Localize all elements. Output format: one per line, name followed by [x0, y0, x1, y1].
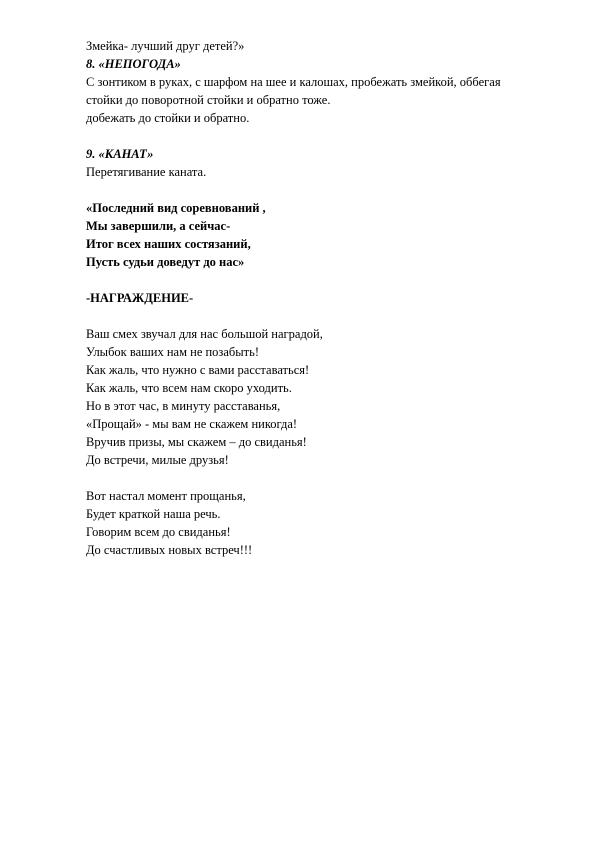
award-heading: -НАГРАЖДЕНИЕ-	[86, 291, 194, 305]
section-9-heading: 9. «КАНАТ»	[86, 147, 154, 161]
verse-2-line: Говорим всем до свиданья!	[86, 525, 231, 539]
verse-1-line: Как жаль, что нужно с вами расставаться!	[86, 363, 310, 377]
spacer	[86, 271, 556, 289]
spacer	[86, 127, 556, 145]
section-8-heading: 8. «НЕПОГОДА»	[86, 57, 181, 71]
section-8-line: стойки до поворотной стойки и обратно тоже.	[86, 93, 331, 107]
verse-1-line: Как жаль, что всем нам скоро уходить.	[86, 381, 292, 395]
verse-2-line: До счастливых новых встреч!!!	[86, 543, 253, 557]
intro-line: Змейка- лучший друг детей?»	[86, 39, 245, 53]
verse-1-line: Ваш смех звучал для нас большой наградой,	[86, 327, 323, 341]
section-8-line: С зонтиком в руках, с шарфом на шее и калошах, пробежать змейкой, оббегая	[86, 75, 501, 89]
spacer	[86, 307, 556, 325]
verse-1-line: Но в этот час, в минуту расставанья,	[86, 399, 281, 413]
spacer	[86, 181, 556, 199]
document-body	[86, 37, 556, 559]
verse-1-line: «Прощай» - мы вам не скажем никогда!	[86, 417, 298, 431]
verse-1-line: Улыбок ваших нам не позабыть!	[86, 345, 260, 359]
verse-bold-line: Пусть судьи доведут до нас»	[86, 255, 245, 269]
verse-1-line: До встречи, милые друзья!	[86, 453, 229, 467]
verse-2-line: Вот настал момент прощанья,	[86, 489, 246, 503]
verse-bold-line: «Последний вид соревнований ,	[86, 201, 266, 215]
verse-2-line: Будет краткой наша речь.	[86, 507, 221, 521]
section-8-line: добежать до стойки и обратно.	[86, 111, 250, 125]
spacer	[86, 469, 556, 487]
verse-bold-line: Итог всех наших состязаний,	[86, 237, 251, 251]
verse-bold-line: Мы завершили, а сейчас-	[86, 219, 231, 233]
section-9-line: Перетягивание каната.	[86, 165, 207, 179]
verse-1-line: Вручив призы, мы скажем – до свиданья!	[86, 435, 307, 449]
